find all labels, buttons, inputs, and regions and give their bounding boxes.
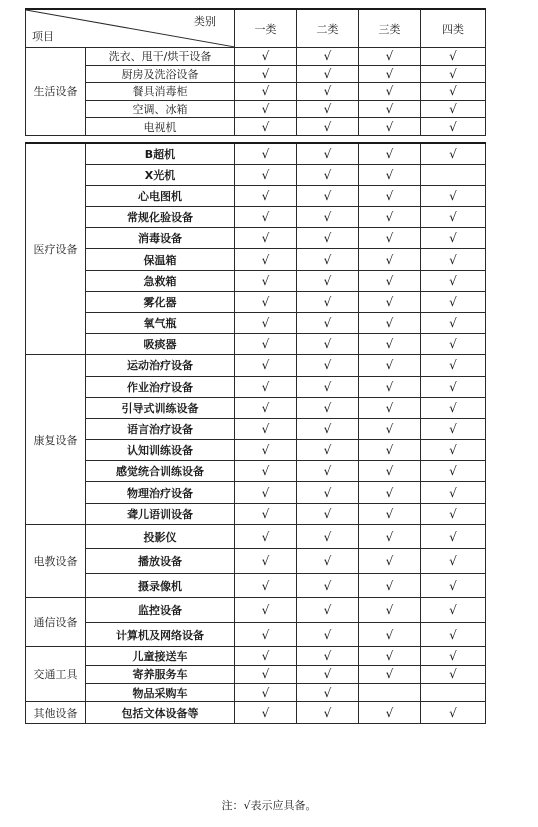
table-row	[26, 549, 486, 574]
check-mark: √	[235, 524, 297, 549]
table-row	[26, 665, 486, 683]
check-mark: √	[359, 355, 421, 376]
check-mark: √	[359, 249, 421, 270]
check-mark: √	[421, 524, 486, 549]
check-mark: √	[297, 164, 359, 185]
check-mark: √	[359, 549, 421, 574]
table-row	[26, 100, 486, 118]
header-row	[26, 9, 486, 48]
check-mark: √	[297, 665, 359, 683]
check-mark: √	[297, 334, 359, 355]
check-mark: √	[235, 418, 297, 439]
table-row	[26, 524, 486, 549]
check-mark: √	[359, 270, 421, 291]
item-name: 监控设备	[86, 598, 235, 623]
check-mark: √	[297, 185, 359, 206]
check-mark: √	[297, 65, 359, 83]
table-row	[26, 503, 486, 524]
check-mark: √	[297, 83, 359, 101]
check-mark: √	[297, 418, 359, 439]
check-mark: √	[421, 397, 486, 418]
check-mark: √	[297, 647, 359, 665]
check-mark: √	[421, 461, 486, 482]
check-mark: √	[297, 482, 359, 503]
table-row	[26, 702, 486, 724]
check-mark: √	[235, 48, 297, 66]
check-mark: √	[421, 83, 486, 101]
check-mark	[421, 683, 486, 701]
group-gap	[26, 135, 486, 143]
check-mark: √	[235, 143, 297, 164]
column-header: 三类	[359, 9, 421, 48]
item-name: 消毒设备	[86, 228, 235, 249]
item-name: 物品采购车	[86, 683, 235, 701]
item-name: 吸痰器	[86, 334, 235, 355]
group-name: 生活设备	[26, 48, 86, 136]
check-mark: √	[297, 143, 359, 164]
table-row	[26, 143, 486, 164]
check-mark: √	[421, 503, 486, 524]
check-mark: √	[235, 647, 297, 665]
item-name: 寄养服务车	[86, 665, 235, 683]
item-name: 雾化器	[86, 291, 235, 312]
check-mark: √	[297, 249, 359, 270]
table-row	[26, 376, 486, 397]
check-mark: √	[421, 665, 486, 683]
check-mark	[359, 683, 421, 701]
item-name: 作业治疗设备	[86, 376, 235, 397]
check-mark: √	[235, 83, 297, 101]
check-mark: √	[235, 355, 297, 376]
check-mark: √	[297, 573, 359, 598]
group-name: 通信设备	[26, 598, 86, 647]
check-mark: √	[421, 228, 486, 249]
table-row	[26, 83, 486, 101]
check-mark: √	[421, 622, 486, 647]
item-name: 保温箱	[86, 249, 235, 270]
check-mark: √	[297, 461, 359, 482]
table-row	[26, 482, 486, 503]
item-name: 心电图机	[86, 185, 235, 206]
check-mark: √	[359, 647, 421, 665]
check-mark: √	[359, 440, 421, 461]
table-row	[26, 397, 486, 418]
table-row	[26, 228, 486, 249]
check-mark: √	[359, 118, 421, 136]
column-header: 四类	[421, 9, 486, 48]
check-mark: √	[359, 461, 421, 482]
check-mark: √	[297, 207, 359, 228]
item-name: 运动治疗设备	[86, 355, 235, 376]
item-name: 摄录像机	[86, 573, 235, 598]
group-name: 医疗设备	[26, 143, 86, 355]
check-mark: √	[421, 573, 486, 598]
table-row	[26, 291, 486, 312]
header-diagonal-cell	[26, 9, 235, 48]
item-name: 急救箱	[86, 270, 235, 291]
check-mark: √	[359, 376, 421, 397]
check-mark: √	[235, 573, 297, 598]
check-mark: √	[297, 376, 359, 397]
check-mark: √	[297, 291, 359, 312]
check-mark: √	[421, 549, 486, 574]
check-mark: √	[421, 270, 486, 291]
check-mark: √	[235, 397, 297, 418]
table-row	[26, 249, 486, 270]
check-mark: √	[359, 185, 421, 206]
check-mark: √	[421, 647, 486, 665]
check-mark: √	[421, 207, 486, 228]
check-mark: √	[359, 482, 421, 503]
check-mark: √	[297, 622, 359, 647]
check-mark: √	[421, 312, 486, 333]
check-mark: √	[235, 461, 297, 482]
check-mark: √	[235, 482, 297, 503]
column-header: 一类	[235, 9, 297, 48]
check-mark: √	[421, 702, 486, 724]
item-name: 儿童接送车	[86, 647, 235, 665]
check-mark: √	[421, 143, 486, 164]
check-mark: √	[297, 355, 359, 376]
check-mark: √	[235, 376, 297, 397]
table-row	[26, 683, 486, 701]
check-mark: √	[421, 440, 486, 461]
check-mark: √	[297, 598, 359, 623]
item-name: 感觉统合训练设备	[86, 461, 235, 482]
check-mark: √	[359, 65, 421, 83]
item-name: 餐具消毒柜	[86, 83, 235, 101]
check-mark: √	[235, 440, 297, 461]
table-row	[26, 185, 486, 206]
check-mark: √	[235, 334, 297, 355]
category-label: 类别	[194, 15, 216, 28]
group-name: 其他设备	[26, 702, 86, 724]
check-mark: √	[359, 598, 421, 623]
item-name: 播放设备	[86, 549, 235, 574]
item-name: 厨房及洗浴设备	[86, 65, 235, 83]
table-row	[26, 48, 486, 66]
table-row	[26, 164, 486, 185]
check-mark: √	[421, 355, 486, 376]
check-mark: √	[235, 549, 297, 574]
table-row	[26, 647, 486, 665]
check-mark: √	[359, 83, 421, 101]
table-row	[26, 65, 486, 83]
check-mark: √	[235, 702, 297, 724]
table-row	[26, 207, 486, 228]
check-mark: √	[359, 665, 421, 683]
check-mark: √	[359, 291, 421, 312]
group-name: 康复设备	[26, 355, 86, 525]
item-name: 投影仪	[86, 524, 235, 549]
check-mark: √	[421, 48, 486, 66]
check-mark: √	[421, 291, 486, 312]
check-mark: √	[297, 524, 359, 549]
check-mark: √	[421, 249, 486, 270]
check-mark: √	[235, 622, 297, 647]
check-mark: √	[297, 702, 359, 724]
check-mark: √	[235, 185, 297, 206]
check-mark: √	[235, 291, 297, 312]
group-name: 电教设备	[26, 524, 86, 598]
check-mark: √	[421, 482, 486, 503]
table-row	[26, 622, 486, 647]
check-mark: √	[421, 65, 486, 83]
check-mark: √	[297, 228, 359, 249]
check-mark: √	[421, 418, 486, 439]
item-name: 语言治疗设备	[86, 418, 235, 439]
check-mark: √	[359, 48, 421, 66]
check-mark: √	[359, 100, 421, 118]
check-mark: √	[421, 334, 486, 355]
check-mark: √	[297, 549, 359, 574]
check-mark: √	[235, 249, 297, 270]
check-mark: √	[235, 683, 297, 701]
item-name: 计算机及网络设备	[86, 622, 235, 647]
item-name: 引导式训练设备	[86, 397, 235, 418]
check-mark: √	[359, 524, 421, 549]
item-name: B超机	[86, 143, 235, 164]
check-mark: √	[421, 118, 486, 136]
check-mark: √	[359, 312, 421, 333]
table-row	[26, 118, 486, 136]
check-mark: √	[359, 622, 421, 647]
item-label: 项目	[32, 30, 54, 43]
table-row	[26, 598, 486, 623]
check-mark: √	[359, 228, 421, 249]
check-mark: √	[359, 418, 421, 439]
check-mark: √	[359, 334, 421, 355]
check-mark: √	[297, 118, 359, 136]
check-mark: √	[235, 228, 297, 249]
check-mark: √	[297, 683, 359, 701]
check-mark	[421, 164, 486, 185]
check-mark: √	[421, 100, 486, 118]
check-mark: √	[235, 65, 297, 83]
check-mark: √	[297, 312, 359, 333]
item-name: 包括文体设备等	[86, 702, 235, 724]
check-mark: √	[359, 702, 421, 724]
table-row	[26, 461, 486, 482]
check-mark: √	[235, 598, 297, 623]
check-mark: √	[297, 270, 359, 291]
item-name: X光机	[86, 164, 235, 185]
table-row	[26, 440, 486, 461]
check-mark: √	[235, 312, 297, 333]
item-name: 空调、冰箱	[86, 100, 235, 118]
item-name: 物理治疗设备	[86, 482, 235, 503]
table-row	[26, 355, 486, 376]
check-mark: √	[421, 376, 486, 397]
check-mark: √	[235, 164, 297, 185]
group-name: 交通工具	[26, 647, 86, 702]
table-row	[26, 270, 486, 291]
equipment-table	[25, 8, 486, 724]
footnote: 注：√表示应具备。	[221, 799, 317, 812]
check-mark: √	[359, 143, 421, 164]
check-mark: √	[297, 503, 359, 524]
check-mark: √	[297, 397, 359, 418]
check-mark: √	[421, 185, 486, 206]
check-mark: √	[297, 100, 359, 118]
check-mark: √	[297, 440, 359, 461]
column-header: 二类	[297, 9, 359, 48]
item-name: 聋儿语训设备	[86, 503, 235, 524]
check-mark: √	[359, 503, 421, 524]
check-mark: √	[235, 118, 297, 136]
check-mark: √	[235, 270, 297, 291]
check-mark: √	[235, 100, 297, 118]
check-mark: √	[359, 164, 421, 185]
item-name: 洗衣、甩干/烘干设备	[86, 48, 235, 66]
check-mark: √	[235, 503, 297, 524]
item-name: 认知训练设备	[86, 440, 235, 461]
check-mark: √	[421, 598, 486, 623]
item-name: 电视机	[86, 118, 235, 136]
check-mark: √	[359, 207, 421, 228]
table-row	[26, 334, 486, 355]
table-row	[26, 573, 486, 598]
check-mark: √	[235, 665, 297, 683]
check-mark: √	[235, 207, 297, 228]
check-mark: √	[359, 397, 421, 418]
item-name: 氧气瓶	[86, 312, 235, 333]
check-mark: √	[359, 573, 421, 598]
item-name: 常规化验设备	[86, 207, 235, 228]
table-row	[26, 312, 486, 333]
check-mark: √	[297, 48, 359, 66]
table-row	[26, 418, 486, 439]
